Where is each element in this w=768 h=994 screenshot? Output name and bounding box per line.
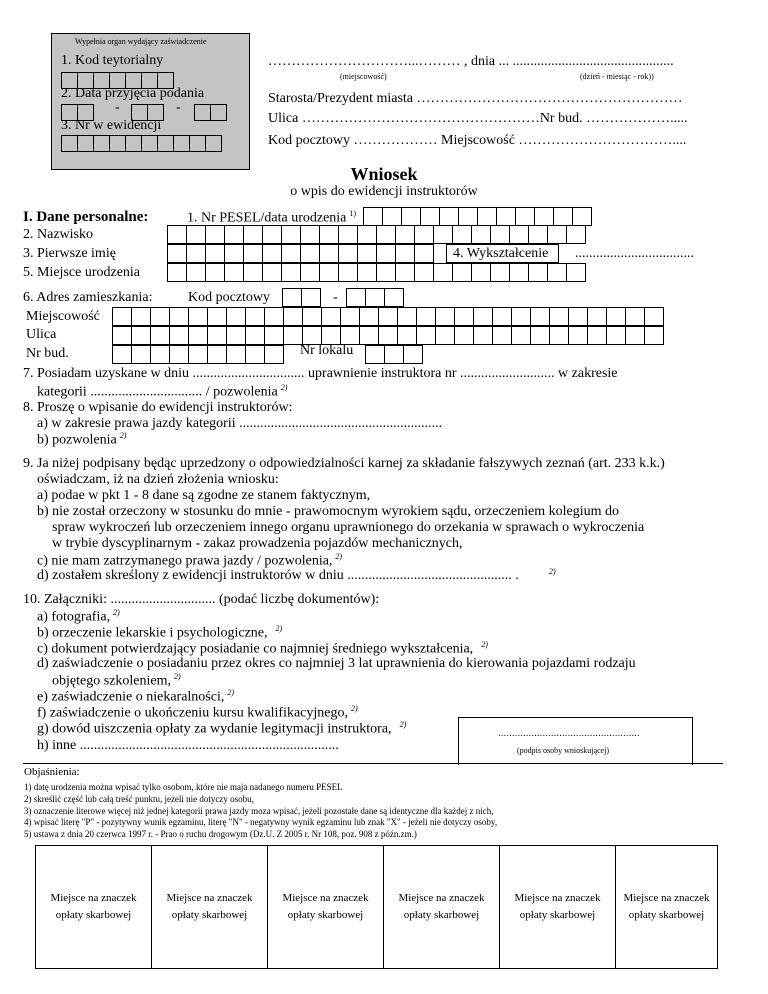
item9-line2: oświadczam, iż na dzień złożenia wniosku: bbox=[37, 472, 279, 487]
item9-b2: spraw wykroczeń lub orzeczeniem innego organu uprawnionego do orzekania w sprawach o wykroczenia bbox=[52, 520, 645, 535]
street-label: Ulica bbox=[26, 327, 57, 342]
explanations-title: Objaśnienia: bbox=[24, 766, 80, 778]
date-caption: (dzień - miesiąc - rok)) bbox=[580, 72, 654, 81]
item10-d1: d) zaświadczenie o posiadaniu przez okres co najmniej 3 lat uprawnienia do kierowania pojazdami rodzaju bbox=[37, 656, 636, 671]
submission-date-label: 2. Data przyjęcia podania bbox=[61, 86, 205, 101]
item10-line1[interactable]: 10. Załączniki: .............................. (podać liczbę dokumentów): bbox=[23, 592, 380, 607]
territorial-code-label: 1. Kod teytorialny bbox=[61, 53, 164, 68]
date-separator: - bbox=[115, 100, 120, 115]
item7-line2[interactable]: kategorii ................................ / pozwolenia $^{2)}$ bbox=[37, 383, 288, 400]
stamp-box: Miejsce na znaczek opłaty skarbowej bbox=[499, 845, 616, 969]
explanation-item: 2) skreślić część lub całą treść punktu, jeżeli nie dotyczy osobu, bbox=[24, 794, 254, 804]
explanations-divider bbox=[23, 763, 723, 764]
item10-e: e) zaświadczenie o niekaralności, $^{2)}$ bbox=[37, 688, 235, 705]
stamp-box: Miejsce na znaczek opłaty skarbowej bbox=[267, 845, 384, 969]
postal-code-first-cells[interactable] bbox=[282, 288, 320, 307]
item10-b: b) orzeczenie lekarskie i psychologiczne, $^{2)}$ bbox=[37, 624, 283, 641]
signature-box bbox=[458, 717, 693, 765]
stamp-box: Miejsce na znaczek opłaty skarbowej bbox=[383, 845, 500, 969]
item9-line1: 9. Ja niżej podpisany będąc uprzedzony o odpowiedzialności karnej za składanie fałszywych zeznań (art. 233 k.k.) bbox=[23, 456, 665, 471]
form-title: Wniosek bbox=[350, 164, 418, 184]
education-label: 4. Wykształcenie bbox=[446, 244, 559, 263]
item10-a: a) fotografia, $^{2)}$ bbox=[37, 608, 120, 625]
birthplace-cells[interactable] bbox=[167, 263, 585, 282]
item9-c-note: 2) bbox=[335, 552, 343, 561]
item9-d-note: 2) bbox=[549, 567, 556, 576]
surname-label: 2. Nazwisko bbox=[23, 227, 93, 242]
first-name-label: 3. Pierwsze imię bbox=[23, 246, 116, 261]
postal-code-label: Kod pocztowy bbox=[188, 290, 271, 305]
explanation-item: 3) oznaczenie literowe więcej niż jednej kategorii prawa jazdy moza wpisać, jeżeli pozostałe dane są identyczne dla każdej z nich, bbox=[24, 806, 494, 816]
building-label: Nr bud. bbox=[26, 346, 69, 361]
form-subtitle: o wpis do ewidencji instruktorów bbox=[290, 184, 478, 199]
item9-a: a) podae w pkt 1 - 8 dane są zgodne ze stanem faktycznym, bbox=[37, 488, 371, 503]
item7-note: 2) bbox=[280, 383, 288, 392]
item10-d2: objętego szkoleniem, $^{2)}$ bbox=[52, 672, 181, 689]
place-caption: (miejscowość) bbox=[340, 72, 387, 81]
stamp-box: Miejsce na znaczek opłaty skarbowej bbox=[151, 845, 268, 969]
item9-c: c) nie mam zatrzymanego prawa jazdy / pozwolenia, $^{2)}$ bbox=[37, 552, 343, 569]
apartment-label: Nr lokalu bbox=[300, 343, 354, 358]
item8-b-note: 2) bbox=[119, 431, 127, 440]
signature-line[interactable]: ................................................... bbox=[498, 728, 640, 739]
building-cells[interactable] bbox=[112, 345, 283, 364]
item8-b[interactable]: b) pozwolenia $^{2)}$ bbox=[37, 431, 127, 448]
surname-cells[interactable] bbox=[167, 225, 585, 244]
issuer-box-header: Wypełnia organ wydający zaświadczenie bbox=[75, 37, 207, 46]
date-separator: - bbox=[176, 100, 181, 115]
item9-b1: b) nie został orzeczony w stosunku do mnie - prawomocnym wyrokiem sądu, orzeczeniem kolegium do bbox=[37, 504, 620, 519]
city-label: Miejscowość bbox=[26, 309, 100, 324]
item10-c: c) dokument potwierdzający posiadanie co najmniej średniego wykształcenia, $^{2)}$ bbox=[37, 640, 488, 657]
education-value[interactable]: .................................. bbox=[575, 246, 694, 261]
street-cells[interactable] bbox=[112, 326, 663, 345]
postal-dash: - bbox=[333, 290, 338, 305]
signature-caption: (podpis osoby wnioskującej) bbox=[517, 746, 609, 755]
stamp-box: Miejsce na znaczek opłaty skarbowej bbox=[615, 845, 718, 969]
stamp-box: Miejsce na znaczek opłaty skarbowej bbox=[35, 845, 152, 969]
item8-a[interactable]: a) w zakresie prawa jazdy kategorii .......................................................... bbox=[37, 416, 443, 431]
apartment-cells[interactable] bbox=[365, 345, 422, 364]
item10-h[interactable]: h) inne .......................................................................... bbox=[37, 738, 339, 753]
addressee-street-line[interactable]: Ulica ……………………………………………Nr bud. ………………..... bbox=[268, 111, 688, 126]
first-name-cells[interactable] bbox=[167, 244, 433, 263]
item10-f: f) zaświadczenie o ukończeniu kursu kwalifikacyjnego, $^{2)}$ bbox=[37, 704, 358, 721]
submission-date-year-cells[interactable] bbox=[194, 104, 226, 121]
pesel-note: 1) bbox=[349, 209, 357, 218]
item7-line1[interactable]: 7. Posiadam uzyskane w dniu ................................ uprawnienie instruktora nr ........................... w zakresie bbox=[23, 366, 618, 381]
item8-line1: 8. Proszę o wpisanie do ewidencji instruktorów: bbox=[23, 400, 293, 415]
explanation-item: 1) datę urodzenia można wpisać tylko osobom, które nie maja nadanego numeru PESEL bbox=[24, 782, 343, 792]
pesel-cells[interactable] bbox=[363, 207, 591, 226]
place-date-line[interactable]: …………………………...……… , dnia ... .............................................. bbox=[268, 54, 674, 69]
starosta-line[interactable]: Starosta/Prezydent miasta ………………………………………………… bbox=[268, 91, 683, 106]
address-label: 6. Adres zamieszkania: bbox=[23, 290, 153, 305]
explanation-item: 4) wpisać literę "P" - pozytywny wunik egzaminu, literę "N" - negatywny wynik egzaminu lub znak "X" - jeżeli nie dotyczy osoby, bbox=[24, 817, 498, 827]
item10-g: g) dowód uiszczenia opłaty za wydanie legitymacji instruktora, $^{2)}$ bbox=[37, 720, 407, 737]
postal-code-second-cells[interactable] bbox=[346, 288, 403, 307]
explanation-item: 5) ustawa z dnia 20 czerwca 1997 r. - Prao o ruchu drogowym (Dz.U. Z 2005 r. Nr 108, poz. 908 z późn.zm.) bbox=[24, 829, 417, 839]
registry-number-label: 3. Nr w ewidencji bbox=[61, 118, 162, 133]
city-cells[interactable] bbox=[112, 307, 663, 326]
item9-d[interactable]: d) zostałem skreślony z ewidencji instruktorów w dniu ............................................... . bbox=[37, 568, 519, 583]
personal-section-label: I. Dane personalne: bbox=[23, 209, 149, 225]
addressee-postal-line[interactable]: Kod pocztowy ……………… Miejscowość …………………………….... bbox=[268, 133, 687, 148]
item9-b3: w trybie dyscyplinarnym - zakaz prowadzenia pojazdów mechanicznych, bbox=[52, 536, 463, 551]
registry-number-cells[interactable] bbox=[61, 135, 221, 152]
birthplace-label: 5. Miejsce urodzenia bbox=[23, 265, 141, 280]
pesel-label: 1. Nr PESEL/data urodzenia $^{1)}$ bbox=[187, 209, 357, 226]
